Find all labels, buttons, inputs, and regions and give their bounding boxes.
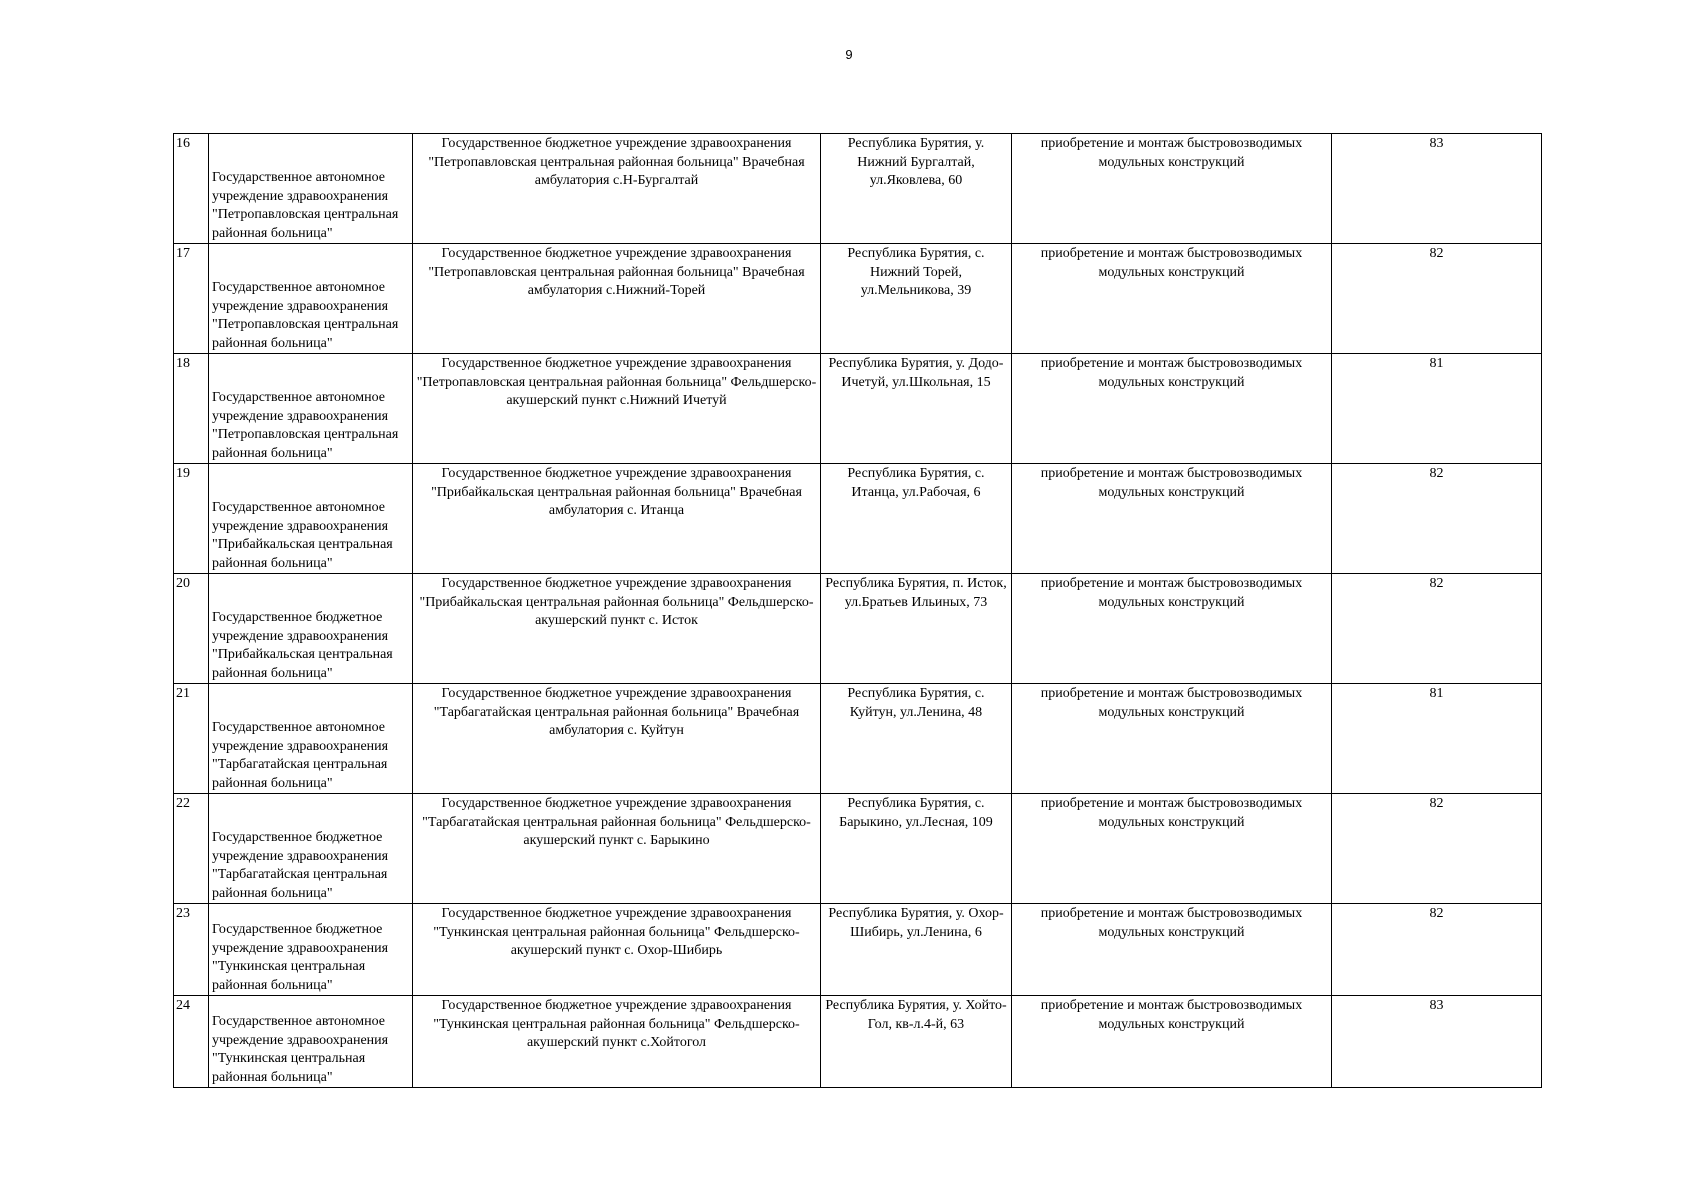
address-cell: Республика Бурятия, у. Охор-Шибирь, ул.Ленина, 6 bbox=[821, 904, 1012, 996]
address-cell: Республика Бурятия, у. Додо-Ичетуй, ул.Школьная, 15 bbox=[821, 354, 1012, 464]
table-row bbox=[174, 684, 1542, 794]
table-row bbox=[174, 574, 1542, 684]
address-cell: Республика Бурятия, у. Хойто-Гол, кв-л.4-й, 63 bbox=[821, 996, 1012, 1088]
value-cell: 81 bbox=[1332, 354, 1542, 464]
value-cell: 82 bbox=[1332, 574, 1542, 684]
table-row bbox=[174, 244, 1542, 354]
row-number: 22 bbox=[174, 794, 209, 904]
page-number: 9 bbox=[845, 47, 853, 62]
organization-cell bbox=[209, 464, 413, 574]
value-cell: 82 bbox=[1332, 794, 1542, 904]
organization-name: Государственное бюджетное учреждение здравоохранения "Тункинская центральная районная больница" bbox=[212, 922, 389, 993]
address-cell: Республика Бурятия, с. Нижний Торей, ул.Мельникова, 39 bbox=[821, 244, 1012, 354]
institution-cell: Государственное бюджетное учреждение здравоохранения "Петропавловская центральная районная больница" Фельдшерско-акушерский пункт с.Нижний Ичетуй bbox=[413, 354, 821, 464]
address-cell: Республика Бурятия, с. Барыкино, ул.Лесная, 109 bbox=[821, 794, 1012, 904]
row-number: 19 bbox=[174, 464, 209, 574]
work-type-cell: приобретение и монтаж быстровозводимых модульных конструкций bbox=[1012, 354, 1332, 464]
work-type-cell: приобретение и монтаж быстровозводимых модульных конструкций bbox=[1012, 794, 1332, 904]
row-number: 23 bbox=[174, 904, 209, 996]
work-type-cell: приобретение и монтаж быстровозводимых модульных конструкций bbox=[1012, 684, 1332, 794]
organization-cell bbox=[209, 996, 413, 1088]
value-cell: 83 bbox=[1332, 996, 1542, 1088]
facilities-table bbox=[173, 133, 1542, 1088]
work-type-cell: приобретение и монтаж быстровозводимых модульных конструкций bbox=[1012, 134, 1332, 244]
organization-name: Государственное автономное учреждение здравоохранения "Тункинская центральная районная больница" bbox=[212, 1014, 389, 1085]
institution-cell: Государственное бюджетное учреждение здравоохранения "Петропавловская центральная районная больница" Врачебная амбулатория с.Нижний-Торей bbox=[413, 244, 821, 354]
organization-cell bbox=[209, 134, 413, 244]
table-row bbox=[174, 464, 1542, 574]
value-cell: 83 bbox=[1332, 134, 1542, 244]
table-row bbox=[174, 134, 1542, 244]
row-number: 21 bbox=[174, 684, 209, 794]
value-cell: 81 bbox=[1332, 684, 1542, 794]
address-cell: Республика Бурятия, у. Нижний Бургалтай, ул.Яковлева, 60 bbox=[821, 134, 1012, 244]
organization-cell bbox=[209, 574, 413, 684]
institution-cell: Государственное бюджетное учреждение здравоохранения "Тункинская центральная районная больница" Фельдшерско-акушерский пункт с. Охор-Шибирь bbox=[413, 904, 821, 996]
organization-name: Государственное автономное учреждение здравоохранения "Прибайкальская центральная районная больница" bbox=[212, 500, 393, 571]
table-row bbox=[174, 904, 1542, 996]
row-number: 18 bbox=[174, 354, 209, 464]
organization-cell bbox=[209, 684, 413, 794]
work-type-cell: приобретение и монтаж быстровозводимых модульных конструкций bbox=[1012, 574, 1332, 684]
institution-cell: Государственное бюджетное учреждение здравоохранения "Тункинская центральная районная больница" Фельдшерско-акушерский пункт с.Хойтогол bbox=[413, 996, 821, 1088]
work-type-cell: приобретение и монтаж быстровозводимых модульных конструкций bbox=[1012, 244, 1332, 354]
organization-name: Государственное автономное учреждение здравоохранения "Петропавловская центральная районная больница" bbox=[212, 280, 399, 351]
work-type-cell: приобретение и монтаж быстровозводимых модульных конструкций bbox=[1012, 464, 1332, 574]
organization-name: Государственное автономное учреждение здравоохранения "Петропавловская центральная районная больница" bbox=[212, 170, 399, 241]
value-cell: 82 bbox=[1332, 464, 1542, 574]
value-cell: 82 bbox=[1332, 904, 1542, 996]
organization-cell bbox=[209, 794, 413, 904]
value-cell: 82 bbox=[1332, 244, 1542, 354]
table-row bbox=[174, 354, 1542, 464]
organization-name: Государственное автономное учреждение здравоохранения "Тарбагатайская центральная районная больница" bbox=[212, 720, 389, 791]
organization-cell bbox=[209, 904, 413, 996]
row-number: 16 bbox=[174, 134, 209, 244]
institution-cell: Государственное бюджетное учреждение здравоохранения "Петропавловская центральная районная больница" Врачебная амбулатория с.Н-Бургалтай bbox=[413, 134, 821, 244]
address-cell: Республика Бурятия, с. Итанца, ул.Рабочая, 6 bbox=[821, 464, 1012, 574]
table-row bbox=[174, 996, 1542, 1088]
row-number: 24 bbox=[174, 996, 209, 1088]
organization-name: Государственное бюджетное учреждение здравоохранения "Тарбагатайская центральная районная больница" bbox=[212, 830, 389, 901]
work-type-cell: приобретение и монтаж быстровозводимых модульных конструкций bbox=[1012, 996, 1332, 1088]
table-row bbox=[174, 794, 1542, 904]
work-type-cell: приобретение и монтаж быстровозводимых модульных конструкций bbox=[1012, 904, 1332, 996]
institution-cell: Государственное бюджетное учреждение здравоохранения "Тарбагатайская центральная районная больница" Фельдшерско-акушерский пункт с. Барыкино bbox=[413, 794, 821, 904]
address-cell: Республика Бурятия, п. Исток, ул.Братьев Ильиных, 73 bbox=[821, 574, 1012, 684]
row-number: 20 bbox=[174, 574, 209, 684]
row-number: 17 bbox=[174, 244, 209, 354]
institution-cell: Государственное бюджетное учреждение здравоохранения "Прибайкальская центральная районная больница" Врачебная амбулатория с. Итанца bbox=[413, 464, 821, 574]
institution-cell: Государственное бюджетное учреждение здравоохранения "Прибайкальская центральная районная больница" Фельдшерско-акушерский пункт с. Исток bbox=[413, 574, 821, 684]
address-cell: Республика Бурятия, с. Куйтун, ул.Ленина, 48 bbox=[821, 684, 1012, 794]
organization-name: Государственное автономное учреждение здравоохранения "Петропавловская центральная районная больница" bbox=[212, 390, 399, 461]
institution-cell: Государственное бюджетное учреждение здравоохранения "Тарбагатайская центральная районная больница" Врачебная амбулатория с. Куйтун bbox=[413, 684, 821, 794]
organization-cell bbox=[209, 244, 413, 354]
organization-name: Государственное бюджетное учреждение здравоохранения "Прибайкальская центральная районная больница" bbox=[212, 610, 393, 681]
organization-cell bbox=[209, 354, 413, 464]
